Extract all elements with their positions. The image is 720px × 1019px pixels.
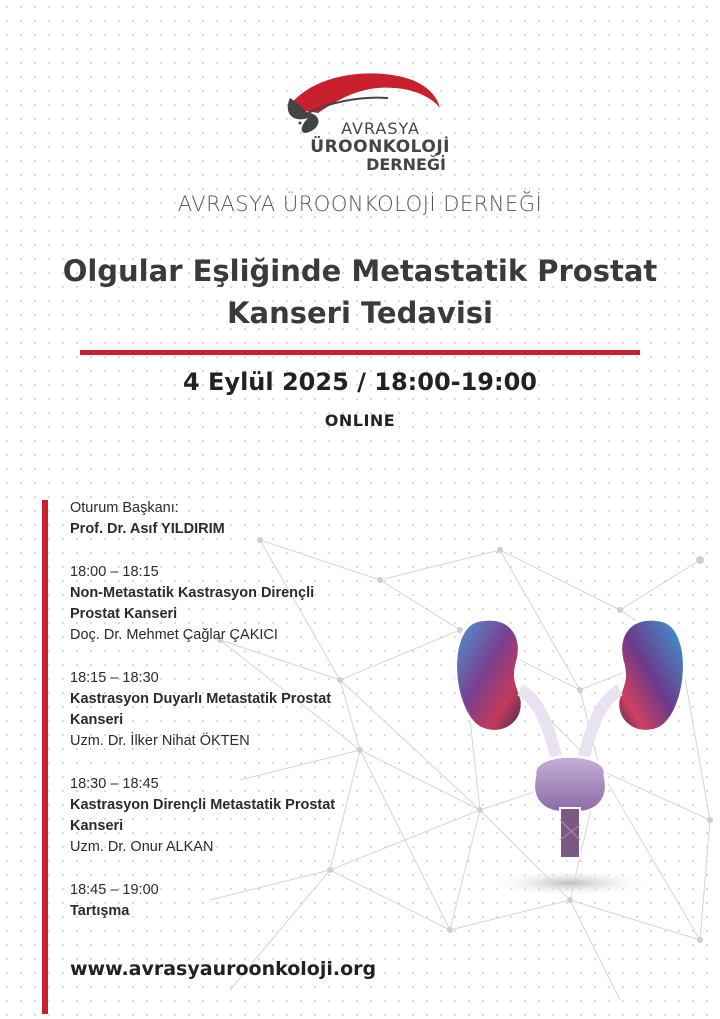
program-title: Non-Metastatik Kastrasyon Dirençli: [70, 585, 315, 601]
program-title: Kastrasyon Dirençli Metastatik Prostat: [70, 797, 336, 813]
event-title-line-1: Olgular Eşliğinde Metastatik Prostat: [62, 254, 658, 288]
program-title: Tartışma: [70, 903, 130, 919]
organization-name: AVRASYA ÜROONKOLOJİ DERNEĞİ: [177, 192, 543, 216]
logo-wordmark: [300, 120, 450, 174]
event-mode: ONLINE: [324, 411, 396, 430]
program-item: [70, 880, 400, 922]
logo-line-2: ÜROONKOLOJİ: [310, 137, 450, 157]
program-item: [70, 774, 400, 858]
program-title-cont: Kanseri: [70, 818, 124, 834]
chair-name: Prof. Dr. Asıf YILDIRIM: [70, 521, 225, 537]
kidney-illustration-icon: [440, 600, 700, 900]
program-list: [70, 498, 400, 922]
program-time: 18:45 – 19:00: [70, 882, 159, 898]
website-link[interactable]: www.avrasyauroonkoloji.org: [70, 958, 377, 980]
event-title-line-2: Kanseri Tedavisi: [227, 296, 493, 330]
program-time: 18:15 – 18:30: [70, 670, 159, 686]
program-item: [70, 562, 400, 646]
program-speaker: Doç. Dr. Mehmet Çağlar ÇAKICI: [70, 627, 278, 643]
logo-line-1: AVRASYA: [341, 119, 420, 138]
program-title-cont: Prostat Kanseri: [70, 606, 178, 622]
program-time: 18:00 – 18:15: [70, 564, 159, 580]
title-divider: [80, 350, 640, 355]
program-speaker: Uzm. Dr. İlker Nihat ÖKTEN: [70, 733, 250, 749]
program-time: 18:30 – 18:45: [70, 776, 159, 792]
event-date: 4 Eylül 2025 / 18:00-19:00: [182, 368, 537, 396]
logo-line-3: DERNEĞİ: [366, 155, 446, 174]
program-title: Kastrasyon Duyarlı Metastatik Prostat: [70, 691, 332, 707]
program-accent-bar: [42, 500, 48, 1014]
program-item: [70, 668, 400, 752]
program-title-cont: Kanseri: [70, 712, 124, 728]
event-title: [40, 250, 680, 334]
session-chair: [70, 498, 400, 540]
chair-label: Oturum Başkanı:: [70, 500, 179, 516]
program-speaker: Uzm. Dr. Onur ALKAN: [70, 839, 214, 855]
